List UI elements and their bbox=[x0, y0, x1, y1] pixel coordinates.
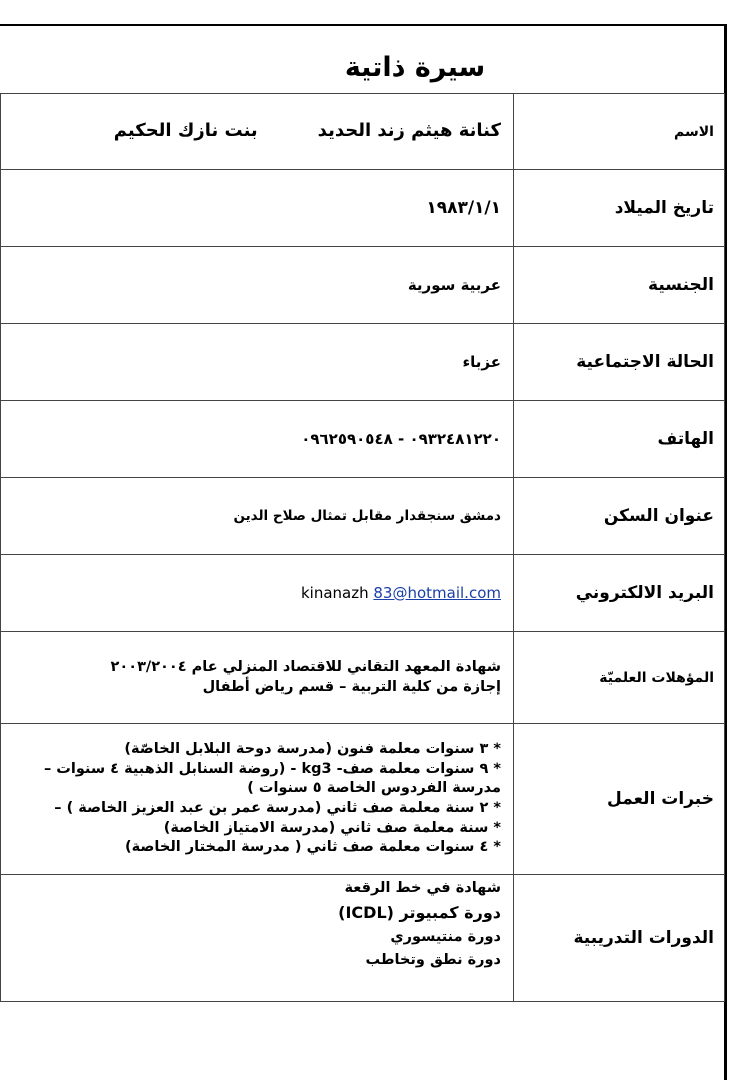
courses-value bbox=[1, 875, 514, 1002]
name-value bbox=[1, 94, 514, 170]
cv-table bbox=[0, 93, 725, 1002]
row-courses bbox=[1, 875, 725, 1002]
phone-value: ٠٩٣٢٤٨١٢٢٠ - ٠٩٦٢٥٩٠٥٤٨ bbox=[1, 401, 514, 478]
experience-line: * سنة معلمة صف ثاني (مدرسة الامتياز الخاصة) bbox=[163, 819, 501, 836]
birth-value: ١٩٨٣/١/١ bbox=[1, 170, 514, 247]
courses-label: الدورات التدريبية bbox=[514, 875, 725, 1002]
course-line: دورة منتيسوري bbox=[390, 928, 501, 945]
address-value: دمشق سنجقدار مقابل تمثال صلاح الدين bbox=[1, 478, 514, 555]
qualification-line: إجازة من كلية التربية – قسم رياض أطفال bbox=[202, 678, 501, 695]
nationality-label: الجنسية bbox=[514, 247, 725, 324]
address-label: عنوان السكن bbox=[514, 478, 725, 555]
row-birth bbox=[1, 170, 725, 247]
document-title: سيرة ذاتية bbox=[344, 52, 486, 83]
row-marital bbox=[1, 324, 725, 401]
row-nationality bbox=[1, 247, 725, 324]
course-line: دورة كمبيوتر (ICDL) bbox=[338, 903, 501, 923]
email-user: kinanazh bbox=[300, 583, 369, 602]
experience-line: * ٩ سنوات معلمة صف- kg3 - (روضة السنابل الذهبية ٤ سنوات – bbox=[44, 760, 501, 777]
experience-line: * ٤ سنوات معلمة صف ثاني ( مدرسة المختار الخاصة) bbox=[125, 839, 501, 856]
qualifications-label: المؤهلات العلميّة bbox=[514, 632, 725, 724]
birth-label: تاريخ الميلاد bbox=[514, 170, 725, 247]
email-label: البريد الالكتروني bbox=[514, 555, 725, 632]
experience-line: مدرسة الفردوس الخاصة ٥ سنوات ) bbox=[247, 780, 501, 797]
experience-line: * ٢ سنة معلمة صف ثاني (مدرسة عمر بن عبد العزيز الخاصة ) – bbox=[54, 800, 501, 816]
email-value bbox=[1, 555, 514, 632]
experience-value bbox=[1, 724, 514, 875]
page-top-border bbox=[0, 24, 726, 26]
row-experience bbox=[1, 724, 725, 875]
phone-label: الهاتف bbox=[514, 401, 725, 478]
marital-value: عزباء bbox=[1, 324, 514, 401]
name-second: بنت نازك الحكيم bbox=[113, 120, 258, 142]
name-label: الاسم bbox=[514, 94, 725, 170]
experience-line: * ٣ سنوات معلمة فنون (مدرسة دوحة البلابل الخاصّة) bbox=[124, 741, 501, 758]
course-line: دورة نطق وتخاطب bbox=[365, 951, 501, 968]
row-email bbox=[1, 555, 725, 632]
row-phone bbox=[1, 401, 725, 478]
marital-label: الحالة الاجتماعية bbox=[514, 324, 725, 401]
email-link[interactable]: 83@hotmail.com bbox=[373, 583, 501, 602]
experience-label: خبرات العمل bbox=[514, 724, 725, 875]
qualifications-value bbox=[1, 632, 514, 724]
course-line: شهادة في خط الرقعة bbox=[344, 880, 501, 896]
row-name bbox=[1, 94, 725, 170]
row-qualifications bbox=[1, 632, 725, 724]
row-address bbox=[1, 478, 725, 555]
name-first: كنانة هيثم زند الحديد bbox=[317, 120, 501, 142]
nationality-value: عربية سورية bbox=[1, 247, 514, 324]
qualification-line: شهادة المعهد التقاني للاقتصاد المنزلي عام ٢٠٠٣/٢٠٠٤ bbox=[110, 658, 501, 675]
